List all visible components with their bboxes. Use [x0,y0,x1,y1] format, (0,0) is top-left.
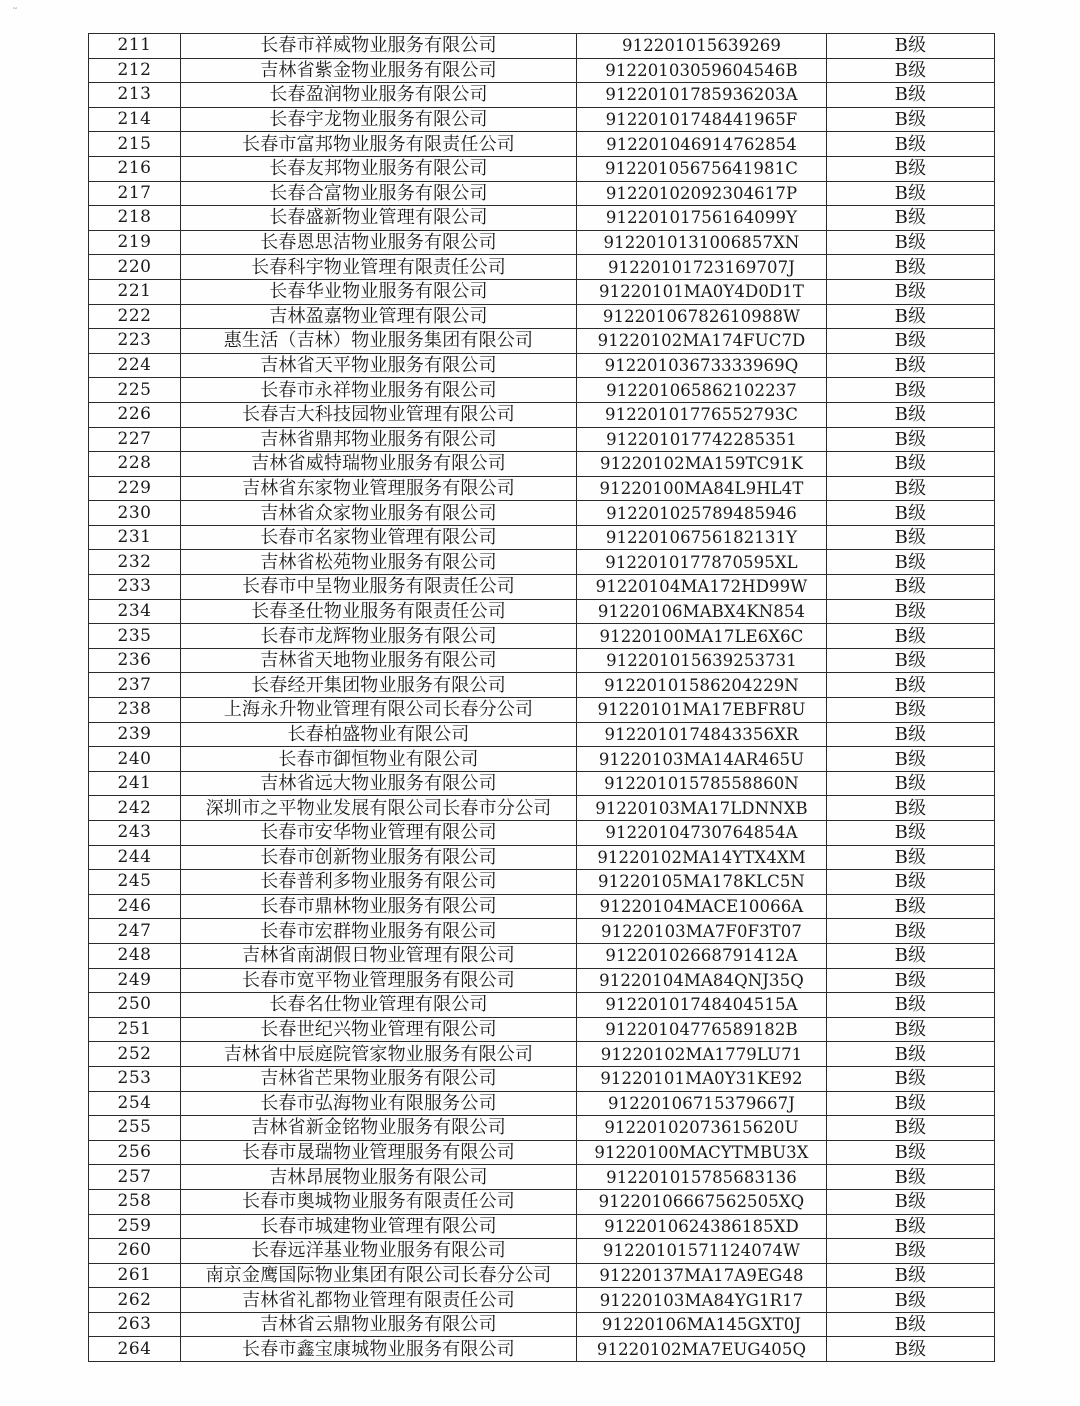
table-row [89,1017,995,1042]
company-name: 吉林省天地物业服务有限公司 [181,648,577,673]
table-row [89,943,995,968]
credit-code: 912201015785683136 [577,1165,827,1190]
company-name: 吉林省远大物业服务有限公司 [181,771,577,796]
company-name: 长春科宇物业管理有限责任公司 [181,255,577,280]
table-row [89,993,995,1018]
credit-grade: B级 [827,525,995,550]
company-name: 吉林省礼都物业管理有限责任公司 [181,1288,577,1313]
credit-grade: B级 [827,550,995,575]
row-number: 230 [89,501,181,526]
property-company-rating-table [88,33,995,1362]
credit-code: 91220105675641981C [577,156,827,181]
credit-grade: B级 [827,206,995,231]
row-number: 217 [89,181,181,206]
row-number: 245 [89,870,181,895]
row-number: 231 [89,525,181,550]
table-row [89,353,995,378]
table-row [89,919,995,944]
row-number: 234 [89,599,181,624]
company-name: 长春盈润物业服务有限公司 [181,83,577,108]
credit-code: 91220103673333969Q [577,353,827,378]
row-number: 247 [89,919,181,944]
company-name: 南京金鹰国际物业集团有限公司长春分公司 [181,1263,577,1288]
credit-code: 91220103MA14AR465U [577,747,827,772]
row-number: 216 [89,156,181,181]
company-name: 长春华业物业服务有限公司 [181,279,577,304]
table-row [89,747,995,772]
row-number: 221 [89,279,181,304]
credit-grade: B级 [827,870,995,895]
credit-grade: B级 [827,747,995,772]
credit-grade: B级 [827,1165,995,1190]
row-number: 241 [89,771,181,796]
table-row [89,575,995,600]
table-row [89,230,995,255]
table-row [89,796,995,821]
credit-code: 91220102092304617P [577,181,827,206]
credit-grade: B级 [827,427,995,452]
company-name: 吉林省新金铭物业服务有限公司 [181,1116,577,1141]
table-row [89,378,995,403]
row-number: 237 [89,673,181,698]
credit-grade: B级 [827,181,995,206]
table-row [89,624,995,649]
credit-code: 91220105MA178KLC5N [577,870,827,895]
row-number: 227 [89,427,181,452]
credit-grade: B级 [827,452,995,477]
company-name: 长春远洋基业物业服务有限公司 [181,1239,577,1264]
company-name: 长春经开集团物业服务有限公司 [181,673,577,698]
company-name: 吉林省众家物业服务有限公司 [181,501,577,526]
table-row [89,1337,995,1362]
company-name: 惠生活（吉林）物业服务集团有限公司 [181,329,577,354]
credit-grade: B级 [827,255,995,280]
company-name: 长春盛新物业管理有限公司 [181,206,577,231]
credit-grade: B级 [827,919,995,944]
credit-grade: B级 [827,1066,995,1091]
row-number: 256 [89,1140,181,1165]
credit-grade: B级 [827,821,995,846]
company-name: 长春市名家物业管理有限公司 [181,525,577,550]
company-name: 吉林省威特瑞物业服务有限公司 [181,452,577,477]
company-name: 吉林省南湖假日物业管理有限公司 [181,943,577,968]
row-number: 258 [89,1189,181,1214]
table-row [89,1140,995,1165]
credit-grade: B级 [827,353,995,378]
company-name: 长春市宽平物业管理服务有限公司 [181,968,577,993]
table-row [89,821,995,846]
credit-code: 91220106715379667J [577,1091,827,1116]
credit-code: 91220102MA174FUC7D [577,329,827,354]
credit-code: 9122010624386185XD [577,1214,827,1239]
table-row [89,722,995,747]
row-number: 238 [89,698,181,723]
row-number: 219 [89,230,181,255]
credit-code: 91220103MA7F0F3T07 [577,919,827,944]
row-number: 223 [89,329,181,354]
company-name: 吉林省东家物业管理服务有限公司 [181,476,577,501]
row-number: 257 [89,1165,181,1190]
table-row [89,771,995,796]
credit-code: 91220101571124074W [577,1239,827,1264]
company-name: 深圳市之平物业发展有限公司长春市分公司 [181,796,577,821]
credit-grade: B级 [827,501,995,526]
table-row [89,1189,995,1214]
credit-code: 912201015639269 [577,34,827,59]
credit-code: 91220101756164099Y [577,206,827,231]
credit-grade: B级 [827,599,995,624]
table-body [89,34,995,1362]
row-number: 222 [89,304,181,329]
company-name: 长春市安华物业管理有限公司 [181,821,577,846]
row-number: 261 [89,1263,181,1288]
credit-grade: B级 [827,968,995,993]
credit-code: 91220106MABX4KN854 [577,599,827,624]
row-number: 264 [89,1337,181,1362]
credit-code: 91220106667562505XQ [577,1189,827,1214]
table-row [89,648,995,673]
row-number: 259 [89,1214,181,1239]
table-row [89,34,995,59]
company-name: 吉林盈嘉物业管理有限公司 [181,304,577,329]
table-row [89,968,995,993]
row-number: 254 [89,1091,181,1116]
company-name: 长春市宏群物业服务有限公司 [181,919,577,944]
credit-grade: B级 [827,279,995,304]
company-name: 吉林省芒果物业服务有限公司 [181,1066,577,1091]
credit-code: 91220100MA84L9HL4T [577,476,827,501]
company-name: 长春市御恒物业有限公司 [181,747,577,772]
credit-code: 91220101748404515A [577,993,827,1018]
table-row [89,599,995,624]
credit-code: 91220101785936203A [577,83,827,108]
row-number: 214 [89,107,181,132]
company-name: 吉林省云鼎物业服务有限公司 [181,1312,577,1337]
row-number: 242 [89,796,181,821]
table-row [89,329,995,354]
company-name: 吉林昂展物业服务有限公司 [181,1165,577,1190]
scan-mark: ˜ [12,6,18,20]
credit-code: 91220101586204229N [577,673,827,698]
company-name: 长春市鑫宝康城物业服务有限公司 [181,1337,577,1362]
credit-code: 91220102MA159TC91K [577,452,827,477]
credit-code: 91220102MA1779LU71 [577,1042,827,1067]
table-row [89,501,995,526]
credit-code: 912201046914762854 [577,132,827,157]
credit-grade: B级 [827,575,995,600]
credit-grade: B级 [827,304,995,329]
row-number: 212 [89,58,181,83]
row-number: 246 [89,894,181,919]
table-row [89,279,995,304]
table-row [89,107,995,132]
row-number: 224 [89,353,181,378]
table-row [89,83,995,108]
credit-grade: B级 [827,698,995,723]
company-name: 长春恩思洁物业服务有限公司 [181,230,577,255]
company-name: 长春吉大科技园物业管理有限公司 [181,402,577,427]
company-name: 长春市弘海物业有限服务公司 [181,1091,577,1116]
row-number: 263 [89,1312,181,1337]
credit-grade: B级 [827,1189,995,1214]
table-row [89,1239,995,1264]
table-row [89,525,995,550]
company-name: 长春市富邦物业服务有限责任公司 [181,132,577,157]
credit-code: 91220102668791412A [577,943,827,968]
credit-code: 91220101748441965F [577,107,827,132]
row-number: 262 [89,1288,181,1313]
table-row [89,1066,995,1091]
credit-grade: B级 [827,624,995,649]
credit-grade: B级 [827,107,995,132]
table-row [89,402,995,427]
credit-code: 91220103MA84YG1R17 [577,1288,827,1313]
credit-grade: B级 [827,943,995,968]
company-name: 吉林省天平物业服务有限公司 [181,353,577,378]
row-number: 249 [89,968,181,993]
credit-grade: B级 [827,993,995,1018]
company-name: 长春市永祥物业服务有限公司 [181,378,577,403]
company-name: 长春市中呈物业服务有限责任公司 [181,575,577,600]
credit-code: 912201025789485946 [577,501,827,526]
credit-grade: B级 [827,1288,995,1313]
table-row [89,845,995,870]
row-number: 244 [89,845,181,870]
row-number: 253 [89,1066,181,1091]
row-number: 260 [89,1239,181,1264]
credit-code: 91220102MA7EUG405Q [577,1337,827,1362]
table-row [89,1312,995,1337]
company-name: 长春市龙辉物业服务有限公司 [181,624,577,649]
credit-code: 91220104MA84QNJ35Q [577,968,827,993]
table-row [89,132,995,157]
table-row [89,1263,995,1288]
row-number: 229 [89,476,181,501]
credit-grade: B级 [827,796,995,821]
table-row [89,1214,995,1239]
table-row [89,476,995,501]
table-row [89,1042,995,1067]
credit-code: 91220104776589182B [577,1017,827,1042]
row-number: 233 [89,575,181,600]
credit-grade: B级 [827,1214,995,1239]
row-number: 236 [89,648,181,673]
credit-grade: B级 [827,673,995,698]
row-number: 243 [89,821,181,846]
credit-code: 91220104MACE10066A [577,894,827,919]
credit-grade: B级 [827,329,995,354]
table-row [89,1165,995,1190]
company-name: 长春世纪兴物业管理有限公司 [181,1017,577,1042]
row-number: 232 [89,550,181,575]
credit-grade: B级 [827,34,995,59]
row-number: 211 [89,34,181,59]
credit-grade: B级 [827,1263,995,1288]
credit-code: 91220101MA17EBFR8U [577,698,827,723]
credit-grade: B级 [827,230,995,255]
row-number: 215 [89,132,181,157]
credit-grade: B级 [827,476,995,501]
table-row [89,870,995,895]
table-row [89,894,995,919]
credit-grade: B级 [827,1140,995,1165]
credit-grade: B级 [827,1337,995,1362]
credit-grade: B级 [827,1239,995,1264]
table-row [89,206,995,231]
company-name: 长春名仕物业管理有限公司 [181,993,577,1018]
company-name: 长春友邦物业服务有限公司 [181,156,577,181]
row-number: 220 [89,255,181,280]
table-row [89,255,995,280]
row-number: 251 [89,1017,181,1042]
credit-code: 91220137MA17A9EG48 [577,1263,827,1288]
row-number: 213 [89,83,181,108]
table-row [89,673,995,698]
table-row [89,1116,995,1141]
credit-grade: B级 [827,1017,995,1042]
company-name: 长春市晟瑞物业管理服务有限公司 [181,1140,577,1165]
credit-grade: B级 [827,402,995,427]
row-number: 226 [89,402,181,427]
table-row [89,181,995,206]
credit-grade: B级 [827,156,995,181]
row-number: 240 [89,747,181,772]
credit-grade: B级 [827,58,995,83]
credit-grade: B级 [827,771,995,796]
credit-code: 91220100MA17LE6X6C [577,624,827,649]
credit-grade: B级 [827,648,995,673]
credit-code: 91220104730764854A [577,821,827,846]
table-row [89,58,995,83]
credit-grade: B级 [827,1116,995,1141]
credit-grade: B级 [827,894,995,919]
credit-grade: B级 [827,845,995,870]
credit-grade: B级 [827,83,995,108]
credit-grade: B级 [827,1312,995,1337]
row-number: 250 [89,993,181,1018]
credit-code: 9122010131006857XN [577,230,827,255]
credit-code: 912201065862102237 [577,378,827,403]
table-row [89,452,995,477]
credit-code: 91220101723169707J [577,255,827,280]
company-name: 长春柏盛物业有限公司 [181,722,577,747]
row-number: 235 [89,624,181,649]
credit-code: 91220106MA145GXT0J [577,1312,827,1337]
credit-code: 91220102MA14YTX4XM [577,845,827,870]
company-name: 长春普利多物业服务有限公司 [181,870,577,895]
credit-code: 91220106756182131Y [577,525,827,550]
credit-code: 91220103059604546B [577,58,827,83]
company-name: 长春市鼎林物业服务有限公司 [181,894,577,919]
row-number: 225 [89,378,181,403]
credit-code: 9122010177870595XL [577,550,827,575]
table-row [89,698,995,723]
credit-grade: B级 [827,722,995,747]
credit-code: 91220100MACYTMBU3X [577,1140,827,1165]
table-row [89,550,995,575]
company-name: 长春圣仕物业服务有限责任公司 [181,599,577,624]
credit-code: 91220101578558860N [577,771,827,796]
credit-code: 91220101776552793C [577,402,827,427]
credit-grade: B级 [827,1042,995,1067]
credit-code: 912201015639253731 [577,648,827,673]
table-row [89,304,995,329]
company-name: 吉林省鼎邦物业服务有限公司 [181,427,577,452]
row-number: 239 [89,722,181,747]
company-name: 长春市创新物业服务有限公司 [181,845,577,870]
table-row [89,427,995,452]
table-row [89,156,995,181]
company-name: 上海永升物业管理有限公司长春分公司 [181,698,577,723]
credit-code: 91220103MA17LDNNXB [577,796,827,821]
company-name: 长春市奥城物业服务有限责任公司 [181,1189,577,1214]
company-name: 长春市城建物业管理有限公司 [181,1214,577,1239]
credit-grade: B级 [827,1091,995,1116]
company-name: 吉林省松苑物业服务有限公司 [181,550,577,575]
row-number: 228 [89,452,181,477]
credit-code: 91220101MA0Y4D0D1T [577,279,827,304]
credit-code: 91220102073615620U [577,1116,827,1141]
credit-code: 91220106782610988W [577,304,827,329]
row-number: 218 [89,206,181,231]
company-name: 长春合富物业服务有限公司 [181,181,577,206]
credit-code: 91220101MA0Y31KE92 [577,1066,827,1091]
row-number: 248 [89,943,181,968]
company-name: 长春市祥威物业服务有限公司 [181,34,577,59]
company-name: 吉林省中辰庭院管家物业服务有限公司 [181,1042,577,1067]
credit-grade: B级 [827,378,995,403]
row-number: 255 [89,1116,181,1141]
credit-code: 912201017742285351 [577,427,827,452]
table-row [89,1288,995,1313]
company-name: 长春宇龙物业服务有限公司 [181,107,577,132]
company-name: 吉林省紫金物业服务有限公司 [181,58,577,83]
table-row [89,1091,995,1116]
credit-code: 9122010174843356XR [577,722,827,747]
row-number: 252 [89,1042,181,1067]
credit-code: 91220104MA172HD99W [577,575,827,600]
credit-grade: B级 [827,132,995,157]
